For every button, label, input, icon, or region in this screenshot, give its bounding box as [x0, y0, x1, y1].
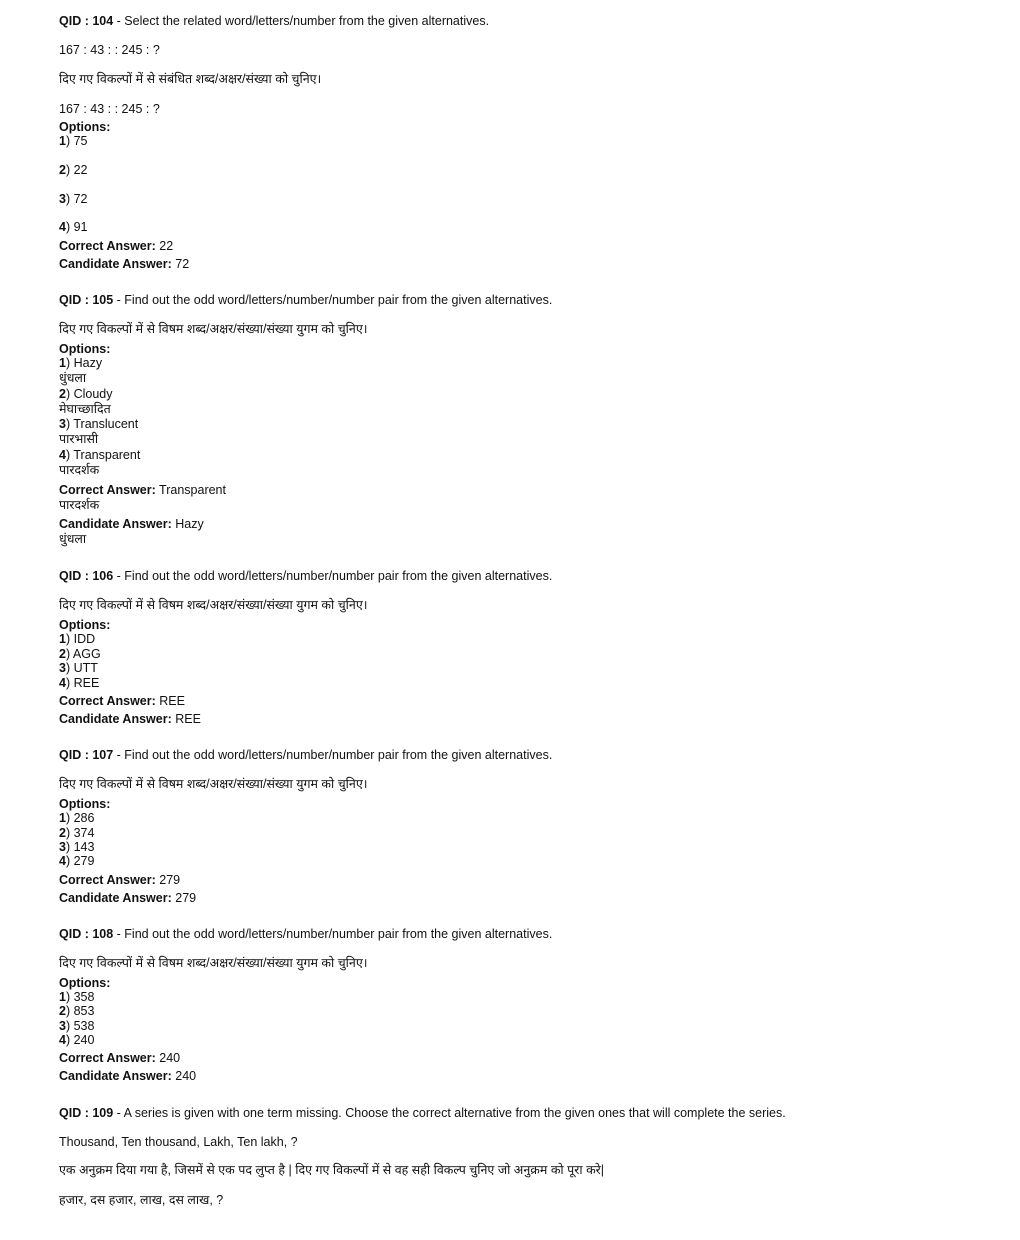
option-2-hi: मेघाच्छादित: [59, 402, 111, 416]
question-prompt-hi: दिए गए विकल्पों में से विषम शब्द/अक्षर/संख्या/संख्या युगम को चुनिए।: [59, 777, 368, 791]
qid-label: QID : 105: [59, 293, 114, 307]
question-stem-en: 167 : 43 : : 245 : ?: [59, 43, 160, 57]
candidate-answer: Candidate Answer: 279: [59, 891, 197, 905]
question-prompt-en: Select the related word/letters/number from the given alternatives.: [124, 14, 490, 28]
candidate-answer-hi: धुंधला: [59, 532, 87, 546]
question-header: QID : 104 - Select the related word/letters/number from the given alternatives.: [59, 14, 490, 28]
options-label: Options:: [59, 342, 111, 356]
option-1: 1) Hazy: [59, 356, 103, 370]
question-prompt-hi: दिए गए विकल्पों में से विषम शब्द/अक्षर/संख्या/संख्या युगम को चुनिए।: [59, 598, 368, 612]
candidate-answer: Candidate Answer: Hazy: [59, 517, 204, 531]
option-3: 3) 72: [59, 192, 88, 206]
question-prompt-hi: दिए गए विकल्पों में से संबंधित शब्द/अक्षर/संख्या को चुनिए।: [59, 72, 322, 86]
question-prompt-en: Find out the odd word/letters/number/number pair from the given alternatives.: [124, 293, 553, 307]
option-4: 4) Transparent: [59, 448, 141, 462]
option-3: 3) 538: [59, 1019, 95, 1033]
option-4: 4) REE: [59, 676, 100, 690]
option-1-hi: धुंधला: [59, 371, 87, 385]
option-1: 1) 75: [59, 134, 88, 148]
question-header: QID : 108 - Find out the odd word/letters/number/number pair from the given alternatives.: [59, 927, 553, 941]
correct-answer: Correct Answer: Transparent: [59, 483, 226, 497]
qid-label: QID : 107: [59, 748, 114, 762]
correct-answer-hi: पारदर्शक: [59, 498, 100, 512]
option-4: 4) 240: [59, 1033, 95, 1047]
option-3: 3) UTT: [59, 661, 98, 675]
options-label: Options:: [59, 618, 111, 632]
question-prompt-hi: एक अनुक्रम दिया गया है, जिसमें से एक पद लुप्त है | दिए गए विकल्पों में से वह सही विकल्प चुनिए जो अनुक्रम को पूरा करे|: [59, 1163, 605, 1177]
correct-answer: Correct Answer: 279: [59, 873, 181, 887]
option-1: 1) 286: [59, 811, 95, 825]
question-header: QID : 109 - A series is given with one term missing. Choose the correct alternative from the given ones that will complete the series.: [59, 1106, 786, 1120]
correct-answer: Correct Answer: REE: [59, 694, 185, 708]
option-2: 2) AGG: [59, 647, 101, 661]
qid-label: QID : 109: [59, 1106, 114, 1120]
question-header: QID : 107 - Find out the odd word/letters/number/number pair from the given alternatives.: [59, 748, 553, 762]
option-4: 4) 279: [59, 854, 95, 868]
option-1: 1) IDD: [59, 632, 96, 646]
option-2: 2) 853: [59, 1004, 95, 1018]
options-label: Options:: [59, 797, 111, 811]
correct-answer: Correct Answer: 22: [59, 239, 174, 253]
question-stem-en: Thousand, Ten thousand, Lakh, Ten lakh, ?: [59, 1135, 298, 1149]
question-header: QID : 106 - Find out the odd word/letters/number/number pair from the given alternatives.: [59, 569, 553, 583]
qid-label: QID : 108: [59, 927, 114, 941]
question-prompt-en: A series is given with one term missing. Choose the correct alternative from the given ones that will complete the series.: [123, 1106, 786, 1120]
option-4: 4) 91: [59, 220, 88, 234]
candidate-answer: Candidate Answer: 240: [59, 1069, 197, 1083]
question-stem-hi: 167 : 43 : : 245 : ?: [59, 102, 160, 116]
option-3: 3) Translucent: [59, 417, 139, 431]
question-header: QID : 105 - Find out the odd word/letters/number/number pair from the given alternatives.: [59, 293, 553, 307]
option-4-hi: पारदर्शक: [59, 463, 100, 477]
option-2: 2) 374: [59, 826, 95, 840]
question-prompt-en: Find out the odd word/letters/number/number pair from the given alternatives.: [124, 569, 553, 583]
question-prompt-hi: दिए गए विकल्पों में से विषम शब्द/अक्षर/संख्या/संख्या युगम को चुनिए।: [59, 956, 368, 970]
question-prompt-hi: दिए गए विकल्पों में से विषम शब्द/अक्षर/संख्या/संख्या युगम को चुनिए।: [59, 322, 368, 336]
option-3-hi: पारभासी: [59, 432, 99, 446]
option-1: 1) 358: [59, 990, 95, 1004]
options-label: Options:: [59, 120, 111, 134]
question-stem-hi: हजार, दस हजार, लाख, दस लाख, ?: [59, 1193, 224, 1207]
correct-answer: Correct Answer: 240: [59, 1051, 181, 1065]
option-3: 3) 143: [59, 840, 95, 854]
option-2: 2) 22: [59, 163, 88, 177]
option-2: 2) Cloudy: [59, 387, 113, 401]
candidate-answer: Candidate Answer: 72: [59, 257, 190, 271]
qid-label: QID : 106: [59, 569, 114, 583]
options-label: Options:: [59, 976, 111, 990]
qid-label: QID : 104: [59, 14, 114, 28]
question-prompt-en: Find out the odd word/letters/number/number pair from the given alternatives.: [124, 748, 553, 762]
candidate-answer: Candidate Answer: REE: [59, 712, 201, 726]
question-prompt-en: Find out the odd word/letters/number/number pair from the given alternatives.: [124, 927, 553, 941]
